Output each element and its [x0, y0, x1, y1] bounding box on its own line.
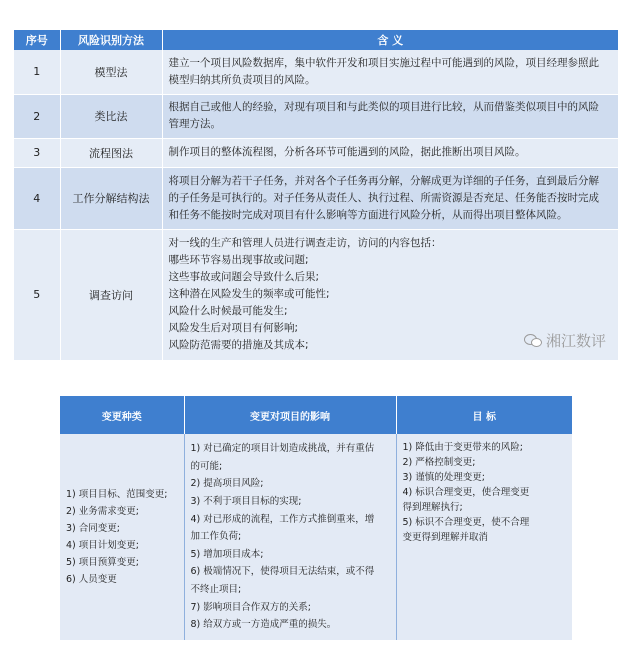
list-item: 不终止项目;: [190, 583, 242, 595]
header-index: 序号: [14, 30, 60, 50]
row-index: 2: [14, 94, 60, 138]
wechat-icon: [524, 333, 542, 348]
header-method: 风险识别方法: [60, 30, 162, 50]
risk-identification-table: [14, 30, 618, 361]
description-line: 对一线的生产和管理人员进行调查走访，访问的内容包括：: [168, 237, 442, 249]
description-line: 这些事故或问题会导致什么后果;: [168, 271, 320, 283]
description-line: 将项目分解为若干子任务，并对各个子任务再分解，分解成更为详细的子任务，直到最后分解: [168, 174, 599, 187]
table-row: [14, 94, 618, 138]
goal-cell: [396, 434, 572, 640]
list-item: 变更得到理解并取消: [402, 532, 489, 543]
row-method: 模型法: [60, 50, 162, 94]
table-header-row: [60, 396, 572, 434]
list-item: 2) 提高项目风险;: [190, 478, 264, 490]
row-method: 流程图法: [60, 138, 162, 167]
change-impact-cell: [184, 434, 396, 640]
list-item: 的可能;: [190, 460, 223, 472]
list-item: 6) 极端情况下，使得项目无法结束，或不得: [190, 566, 375, 578]
row-index: 3: [14, 138, 60, 167]
description-line: 和任务不能按时完成对项目有什么影响等方面进行风险分析，从而得出项目整体风险。: [168, 208, 568, 221]
list-item: 7) 影响项目合作双方的关系;: [190, 601, 311, 613]
description-line: 根据自己或他人的经验，对现有项目和与此类似的项目进行比较，从而借鉴类似项目中的风险: [168, 101, 599, 113]
row-index: 5: [14, 229, 60, 360]
list-item: 4) 对已形成的流程，工作方式推倒重来，增: [190, 513, 375, 525]
table-row: [14, 50, 618, 94]
list-item: 3) 合同变更;: [66, 523, 120, 534]
row-index: 4: [14, 167, 60, 229]
list-item: 5) 增加项目成本;: [190, 548, 264, 560]
list-item: 3) 不利于项目目标的实现;: [190, 496, 302, 508]
description-line: 模型归纳其所负责项目的风险。: [168, 73, 316, 86]
description-line: 的子任务是可执行的。对子任务从责任人、执行过程、所需资源是否充足、任务能否按时完成: [168, 191, 599, 204]
header-change-impact: 变更对项目的影响: [184, 396, 396, 434]
row-description: [162, 167, 618, 229]
row-description: [162, 138, 618, 167]
list-item: 4) 项目计划变更;: [66, 540, 139, 551]
list-item: 5) 项目预算变更;: [66, 557, 139, 568]
description-line: 建立一个项目风险数据库，集中软件开发和项目实施过程中可能遇到的风险，项目经理参照此: [168, 56, 599, 69]
row-method: 类比法: [60, 94, 162, 138]
table-header-row: [14, 30, 618, 50]
description-line: 这种潜在风险发生的频率或可能性;: [168, 288, 330, 300]
table-row: [60, 434, 572, 640]
list-item: 5) 标识不合理变更，使不合理: [402, 517, 530, 528]
description-line: 管理方法。: [168, 118, 221, 130]
description-line: 风险发生后对项目有何影响;: [168, 322, 299, 334]
list-item: 4) 标识合理变更，使合理变更: [402, 487, 530, 498]
watermark: [524, 330, 606, 351]
description-line: 风险防范需要的措施及其成本;: [168, 339, 309, 351]
list-item: 3) 谨慎的处理变更;: [402, 472, 485, 483]
header-goal: 目 标: [396, 396, 572, 434]
row-method: 调查访问: [60, 229, 162, 360]
description-line: 风险什么时候最可能发生;: [168, 305, 288, 317]
row-index: 1: [14, 50, 60, 94]
list-item: 1) 对已确定的项目计划造成挑战，并有重估: [190, 443, 375, 455]
header-meaning: 含 义: [162, 30, 618, 50]
header-change-type: 变更种类: [60, 396, 184, 434]
list-item: 加工作负荷;: [190, 531, 242, 543]
row-description: [162, 94, 618, 138]
row-method: 工作分解结构法: [60, 167, 162, 229]
row-description: [162, 50, 618, 94]
change-management-table: [60, 396, 572, 640]
watermark-text: 湘江数评: [546, 332, 607, 350]
list-item: 6) 人员变更: [66, 574, 117, 585]
description-line: 制作项目的整体流程图，分析各环节可能遇到的风险，据此推断出项目风险。: [168, 146, 526, 158]
table-row: [14, 138, 618, 167]
list-item: 1) 项目目标、范围变更;: [66, 489, 168, 500]
list-item: 8) 给双方或一方造成严重的损失。: [190, 619, 337, 631]
table-row: [14, 167, 618, 229]
change-types-cell: [60, 434, 184, 640]
list-item: 得到理解执行;: [402, 502, 463, 513]
list-item: 1) 降低由于变更带来的风险;: [402, 442, 523, 453]
list-item: 2) 严格控制变更;: [402, 457, 476, 468]
description-line: 哪些环节容易出现事故或问题;: [168, 254, 309, 266]
list-item: 2) 业务需求变更;: [66, 506, 139, 517]
